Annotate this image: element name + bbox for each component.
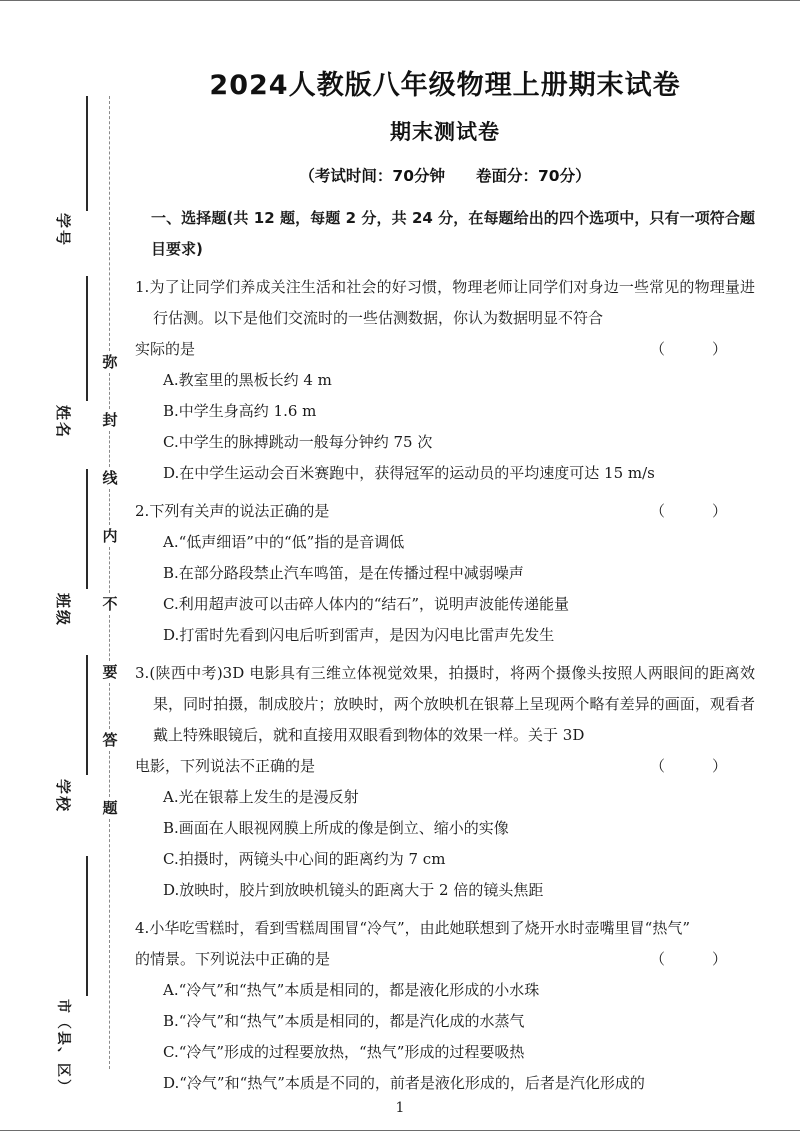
question-2-option-a[interactable]: A.“低声细语”中的“低”指的是音调低 (163, 533, 405, 551)
seal-char-feng: 封 (102, 411, 118, 429)
question-4-stem (135, 913, 755, 975)
seal-dashed-rule-segment (109, 615, 110, 661)
question-1 (135, 272, 755, 489)
question-4 (135, 913, 755, 1099)
seal-label-class: 班级 (54, 593, 72, 628)
question-2-line-1: 下列有关声的说法正确的是 (149, 502, 330, 520)
page-title: 2024人教版八年级物理上册期末试卷 (209, 70, 681, 101)
seal-char-xian: 线 (102, 469, 118, 487)
question-1-line-3: 实际的是 (135, 340, 196, 358)
question-3-answer-bracket[interactable]: （ ） (649, 757, 743, 775)
seal-char-bu: 不 (102, 595, 118, 613)
question-3-stem (135, 658, 755, 782)
question-2-number: 2. (135, 502, 150, 520)
section-heading-choice: 一、选择题(共 12 题，每题 2 分，共 24 分，在每题给出的四个选项中，只有一项符合题目要求) (151, 209, 755, 258)
question-3-line-3: 的画面，观看者戴上特殊眼镜后，就和直接用双眼看到物体的效果一样。关于 3D (153, 695, 755, 744)
seal-char-nei: 内 (102, 527, 118, 545)
question-1-option-b[interactable]: B.中学生身高约 1.6 m (163, 402, 317, 420)
question-4-line-2: 的情景。下列说法中正确的是 (135, 950, 331, 968)
seal-dashed-rule-segment (109, 96, 110, 351)
question-2-option-d[interactable]: D.打雷时先看到闪电后听到雷声，是因为闪电比雷声先发生 (163, 626, 555, 644)
question-1-option-a[interactable]: A.教室里的黑板长约 4 m (163, 371, 332, 389)
seal-dashed-rule-segment (109, 751, 110, 797)
seal-rule-segment (86, 469, 88, 589)
question-4-option-b[interactable]: B.“冷气”和“热气”本质是相同的，都是汽化成的水蒸气 (163, 1012, 525, 1030)
seal-dashed-rule-segment (109, 489, 110, 525)
seal-dashed-rule-segment (109, 373, 110, 409)
question-3-option-d[interactable]: D.放映时，胶片到放映机镜头的距离大于 2 倍的镜头焦距 (163, 881, 544, 899)
seal-label-name: 姓名 (54, 405, 72, 440)
question-1-line-2: 的物理量进行估测。以下是他们交流时的一些估测数据，你认为数据明显不符合 (153, 278, 755, 327)
question-3-line-2: 的距离效果，同时拍摄，制成胶片；放映时，两个放映机在银幕上呈现两个略有差异 (153, 664, 755, 713)
question-3-number: 3. (135, 664, 150, 682)
seal-rule-segment (86, 276, 88, 401)
seal-rule-segment (86, 856, 88, 996)
question-2 (135, 496, 755, 651)
seal-char-da: 答 (102, 731, 118, 749)
seal-dashed-rule-segment (109, 547, 110, 593)
question-3-option-b[interactable]: B.画面在人眼视网膜上所成的像是倒立、缩小的实像 (163, 819, 509, 837)
question-3-line-4: 电影，下列说法不正确的是 (135, 757, 316, 775)
exam-content (135, 1, 755, 1099)
question-4-option-d[interactable]: D.“冷气”和“热气”本质是不同的，前者是液化形成的，后者是汽化形成的 (163, 1074, 645, 1092)
seal-char-ti: 题 (102, 799, 118, 817)
seal-char-mi: 弥 (102, 353, 118, 371)
question-1-number: 1. (135, 278, 150, 296)
question-4-option-c[interactable]: C.“冷气”形成的过程要放热，“热气”形成的过程要吸热 (163, 1043, 525, 1061)
question-3-option-c[interactable]: C.拍摄时，两镜头中心间的距离约为 7 cm (163, 850, 446, 868)
question-1-stem (135, 272, 755, 365)
seal-label-school: 学校 (54, 779, 72, 814)
question-2-option-b[interactable]: B.在部分路段禁止汽车鸣笛，是在传播过程中减弱噪声 (163, 564, 524, 582)
question-4-number: 4. (135, 919, 150, 937)
seal-label-student-id: 学号 (54, 213, 72, 248)
seal-label-city-county: 市（县、区） (55, 999, 71, 1095)
question-4-option-a[interactable]: A.“冷气”和“热气”本质是相同的，都是液化形成的小水珠 (163, 981, 540, 999)
exam-info-line: （考试时间：70分钟 卷面分：70分） (299, 167, 591, 185)
question-1-line-1: 为了让同学们养成关注生活和社会的好习惯，物理老师让同学们对身边一些常见 (149, 278, 680, 296)
question-2-answer-bracket[interactable]: （ ） (649, 502, 743, 520)
seal-dashed-rule-segment (109, 431, 110, 467)
seal-dashed-rule-segment (109, 819, 110, 1069)
page-subtitle: 期末测试卷 (390, 120, 500, 144)
question-3 (135, 658, 755, 906)
seal-dashed-rule-segment (109, 683, 110, 729)
question-3-line-1: (陕西中考)3D 电影具有三维立体视觉效果，拍摄时，将两个摄像头按照人两眼间 (149, 664, 694, 682)
seal-rule-segment (86, 655, 88, 775)
question-1-answer-bracket[interactable]: （ ） (649, 340, 743, 358)
seal-char-yao: 要 (102, 663, 118, 681)
question-4-line-1: 小华吃雪糕时，看到雪糕周围冒“冷气”，由此她联想到了烧开水时壶嘴里冒“热气” (149, 919, 690, 937)
page-number: 1 (395, 1100, 405, 1116)
seal-margin (0, 1, 125, 1132)
question-1-option-d[interactable]: D.在中学生运动会百米赛跑中，获得冠军的运动员的平均速度可达 15 m/s (163, 464, 655, 482)
question-1-option-c[interactable]: C.中学生的脉搏跳动一般每分钟约 75 次 (163, 433, 433, 451)
question-3-option-a[interactable]: A.光在银幕上发生的是漫反射 (163, 788, 359, 806)
question-4-answer-bracket[interactable]: （ ） (649, 950, 743, 968)
seal-rule-segment (86, 96, 88, 211)
question-2-stem (135, 496, 755, 527)
question-2-option-c[interactable]: C.利用超声波可以击碎人体内的“结石”，说明声波能传递能量 (163, 595, 570, 613)
